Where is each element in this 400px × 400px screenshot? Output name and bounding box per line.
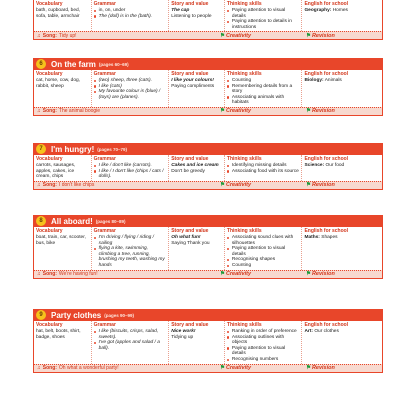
english-topic: Homes xyxy=(332,8,348,13)
song-row xyxy=(34,365,220,371)
grammar-item: I'm driving / flying / riding / sailing xyxy=(94,235,167,246)
flag-icon: ⚑ xyxy=(220,108,225,115)
story-heading: Story and value xyxy=(171,228,209,234)
vocabulary-column xyxy=(34,155,92,181)
english-subject: Biology: xyxy=(304,78,324,83)
unit-grid xyxy=(33,70,383,107)
story-column xyxy=(169,70,225,107)
english-heading: English for school xyxy=(304,322,349,328)
grammar-heading: Grammar xyxy=(93,228,116,234)
flag-icon: ⚑ xyxy=(220,365,225,372)
vocabulary-text: hat, belt, boots, shirt, badge, shoes xyxy=(36,329,81,340)
thinking-item: Paying attention to visual details xyxy=(227,346,300,357)
english-subject: Geography: xyxy=(304,8,332,13)
story-heading: Story and value xyxy=(171,71,209,77)
revision-label: Revision xyxy=(311,108,335,115)
unit-top-grid xyxy=(33,0,383,31)
story-value: Tidying up xyxy=(171,334,194,340)
flag-icon: ⚑ xyxy=(220,32,225,39)
creativity-tag xyxy=(220,271,306,277)
grammar-item: (two) sheep, three (cats). xyxy=(94,78,167,84)
thinking-item: Counting xyxy=(227,78,300,84)
unit-farm xyxy=(33,58,383,116)
unit-grid xyxy=(33,321,383,364)
english-heading: English for school xyxy=(304,71,349,77)
thinking-heading: Thinking skills xyxy=(226,1,262,7)
music-note-icon: ♫ xyxy=(37,365,41,372)
thinking-heading: Thinking skills xyxy=(226,156,262,162)
vocabulary-column xyxy=(34,0,92,31)
vocabulary-heading: Vocabulary xyxy=(36,71,63,77)
vocabulary-column xyxy=(34,227,92,270)
song-row xyxy=(34,182,220,188)
thinking-item: Paying attention to visual details xyxy=(227,8,300,19)
thinking-column xyxy=(225,321,303,364)
song-label: Song: xyxy=(42,271,57,278)
thinking-column xyxy=(225,0,303,31)
creativity-tag xyxy=(220,108,306,114)
unit-title: All aboard! xyxy=(51,216,93,226)
music-note-icon: ♫ xyxy=(37,32,41,39)
flag-icon: ⚑ xyxy=(220,182,225,189)
english-column xyxy=(302,321,382,364)
thinking-column xyxy=(225,70,303,107)
english-subject: Art: xyxy=(304,329,313,334)
vocabulary-column xyxy=(34,321,92,364)
english-heading: English for school xyxy=(304,1,349,7)
thinking-heading: Thinking skills xyxy=(226,322,262,328)
vocabulary-heading: Vocabulary xyxy=(36,228,63,234)
unit-footer xyxy=(33,270,383,279)
vocabulary-heading: Vocabulary xyxy=(36,156,63,162)
thinking-item: Paying attention to visual details xyxy=(227,246,300,257)
unit-top-footer xyxy=(33,31,383,40)
revision-label: Revision xyxy=(311,271,335,278)
story-title: Oh what fun! xyxy=(171,235,201,240)
grammar-item: The (doll) is in the (bath). xyxy=(94,14,167,20)
creativity-tag xyxy=(220,365,306,371)
unit-top xyxy=(33,0,383,40)
story-title: The cap xyxy=(171,8,190,13)
thinking-item: Recognising numbers xyxy=(227,357,300,363)
story-heading: Story and value xyxy=(171,1,209,7)
story-column xyxy=(169,321,225,364)
grammar-column xyxy=(92,0,170,31)
song-label: Song: xyxy=(42,182,57,189)
unit-footer xyxy=(33,364,383,373)
unit-header xyxy=(33,309,383,321)
thinking-item: Identifying missing details xyxy=(227,163,300,169)
unit-aboard xyxy=(33,215,383,279)
grammar-heading: Grammar xyxy=(93,71,116,77)
thinking-item: Associating animals with habitats xyxy=(227,95,300,106)
thinking-column xyxy=(225,155,303,181)
unit-grid xyxy=(33,155,383,181)
english-heading: English for school xyxy=(304,156,349,162)
thinking-item: Paying attention to details in instructions xyxy=(227,19,300,30)
grammar-column xyxy=(92,227,170,270)
thinking-item: Associating food with its source xyxy=(227,169,300,175)
thinking-item: Counting xyxy=(227,263,300,269)
story-heading: Story and value xyxy=(171,322,209,328)
creativity-label: Creativity xyxy=(225,108,252,115)
grammar-item: I've got (apples and salad / a ball). xyxy=(94,340,167,351)
thinking-item: Associating sound clues with silhouettes xyxy=(227,235,300,246)
english-column xyxy=(302,155,382,181)
song-title: The animal boogie xyxy=(58,108,101,115)
grammar-column xyxy=(92,155,170,181)
grammar-heading: Grammar xyxy=(93,1,116,7)
vocabulary-column xyxy=(34,70,92,107)
unit-header xyxy=(33,143,383,155)
song-label: Song: xyxy=(42,365,57,372)
flag-icon: ⚑ xyxy=(306,108,311,115)
revision-label: Revision xyxy=(311,32,335,39)
story-value: Saying Thank you xyxy=(171,240,210,246)
thinking-heading: Thinking skills xyxy=(226,71,262,77)
creativity-tag xyxy=(220,182,306,188)
unit-header xyxy=(33,58,383,70)
music-note-icon: ♫ xyxy=(37,182,41,189)
circle-badge-icon: 6 xyxy=(36,59,46,69)
revision-label: Revision xyxy=(311,182,335,189)
vocabulary-heading: Vocabulary xyxy=(36,322,63,328)
revision-tag xyxy=(306,271,335,277)
song-row xyxy=(34,271,220,277)
unit-footer xyxy=(33,107,383,116)
grammar-item: flying a kite, swimming, climbing a tree, running, brushing my teeth, washing my hands xyxy=(94,246,167,268)
circle-badge-icon: 9 xyxy=(36,310,46,320)
grammar-item: I like / I don't like (chips / cats / dolls). xyxy=(94,169,167,180)
flag-icon: ⚑ xyxy=(220,271,225,278)
creativity-label: Creativity xyxy=(225,32,252,39)
music-note-icon: ♫ xyxy=(37,271,41,278)
thinking-item: Remembering details from a story xyxy=(227,84,300,95)
grammar-item: I like / don't like (carrots). xyxy=(94,163,167,169)
revision-tag xyxy=(306,108,335,114)
story-value: Paying compliments xyxy=(171,83,215,89)
english-column xyxy=(302,227,382,270)
english-topic: Our clothes xyxy=(314,329,339,334)
grammar-heading: Grammar xyxy=(93,322,116,328)
story-heading: Story and value xyxy=(171,156,209,162)
song-row xyxy=(34,33,220,39)
thinking-item: Ranking in order of preference xyxy=(227,329,300,335)
thinking-item: Associating outlines with objects xyxy=(227,335,300,346)
unit-footer xyxy=(33,181,383,190)
english-column xyxy=(302,70,382,107)
vocabulary-text: carrots, sausages, apples, cakes, ice cream, chips xyxy=(36,163,76,180)
grammar-column xyxy=(92,321,170,364)
vocabulary-text: cat, horse, cow, dog, rabbit, sheep xyxy=(36,78,80,89)
flag-icon: ⚑ xyxy=(306,271,311,278)
song-title: Tidy up! xyxy=(58,32,77,39)
unit-title: On the farm xyxy=(51,59,96,69)
vocabulary-text: boat, train, car, scooter, bus, bike xyxy=(36,235,86,246)
story-column xyxy=(169,227,225,270)
revision-label: Revision xyxy=(311,365,335,372)
english-topic: Animals xyxy=(324,78,342,83)
english-topic: Shapes xyxy=(321,235,338,240)
circle-badge-icon: 7 xyxy=(36,144,46,154)
story-value: Don't be greedy xyxy=(171,168,205,174)
revision-tag xyxy=(306,365,335,371)
music-note-icon: ♫ xyxy=(37,108,41,115)
grammar-item: I like (biscuits, crisps, salad, sweets). xyxy=(94,329,167,340)
grammar-heading: Grammar xyxy=(93,156,116,162)
unit-party xyxy=(33,309,383,373)
thinking-item: Recognising shapes xyxy=(227,257,300,263)
story-column xyxy=(169,155,225,181)
song-title: Oh what a wonderful party! xyxy=(58,365,119,372)
unit-title: Party clothes xyxy=(51,310,102,320)
story-title: Cakes and ice cream xyxy=(171,163,219,168)
english-column xyxy=(302,0,382,31)
thinking-column xyxy=(225,227,303,270)
unit-pages: (pages 70–79) xyxy=(97,146,128,152)
unit-pages: (pages 90–99) xyxy=(104,312,135,318)
unit-pages: (pages 80–89) xyxy=(95,218,126,224)
story-title: I like your colours! xyxy=(171,78,214,83)
vocabulary-heading: Vocabulary xyxy=(36,1,63,7)
grammar-column xyxy=(92,70,170,107)
thinking-heading: Thinking skills xyxy=(226,228,262,234)
creativity-label: Creativity xyxy=(225,365,252,372)
creativity-tag xyxy=(220,33,306,39)
song-label: Song: xyxy=(42,108,57,115)
flag-icon: ⚑ xyxy=(306,182,311,189)
unit-pages: (pages 60–69) xyxy=(98,61,129,67)
unit-header xyxy=(33,215,383,227)
english-subject: Maths: xyxy=(304,235,320,240)
circle-badge-icon: 8 xyxy=(36,216,46,226)
story-value: Listening to people xyxy=(171,13,212,19)
flag-icon: ⚑ xyxy=(306,365,311,372)
unit-title: I'm hungry! xyxy=(51,144,95,154)
song-title: I don't like chips xyxy=(58,182,95,189)
english-heading: English for school xyxy=(304,228,349,234)
story-column xyxy=(169,0,225,31)
story-title: Nice work! xyxy=(171,329,196,334)
creativity-label: Creativity xyxy=(225,271,252,278)
revision-tag xyxy=(306,182,335,188)
grammar-item: My favourite colour is (blue) / (toys) are (planes). xyxy=(94,89,167,100)
english-topic: Our food xyxy=(325,163,345,168)
unit-grid xyxy=(33,227,383,270)
vocabulary-text: bath, cupboard, bed, sofa, table, armchair xyxy=(36,8,81,19)
unit-hungry xyxy=(33,143,383,190)
english-subject: Science: xyxy=(304,163,325,168)
grammar-item: I like (cats) xyxy=(94,84,167,90)
song-title: We're having fun! xyxy=(58,271,98,278)
flag-icon: ⚑ xyxy=(306,32,311,39)
grammar-item: in, on, under xyxy=(94,8,167,14)
song-label: Song: xyxy=(42,32,57,39)
song-row xyxy=(34,108,220,114)
creativity-label: Creativity xyxy=(225,182,252,189)
revision-tag xyxy=(306,33,335,39)
